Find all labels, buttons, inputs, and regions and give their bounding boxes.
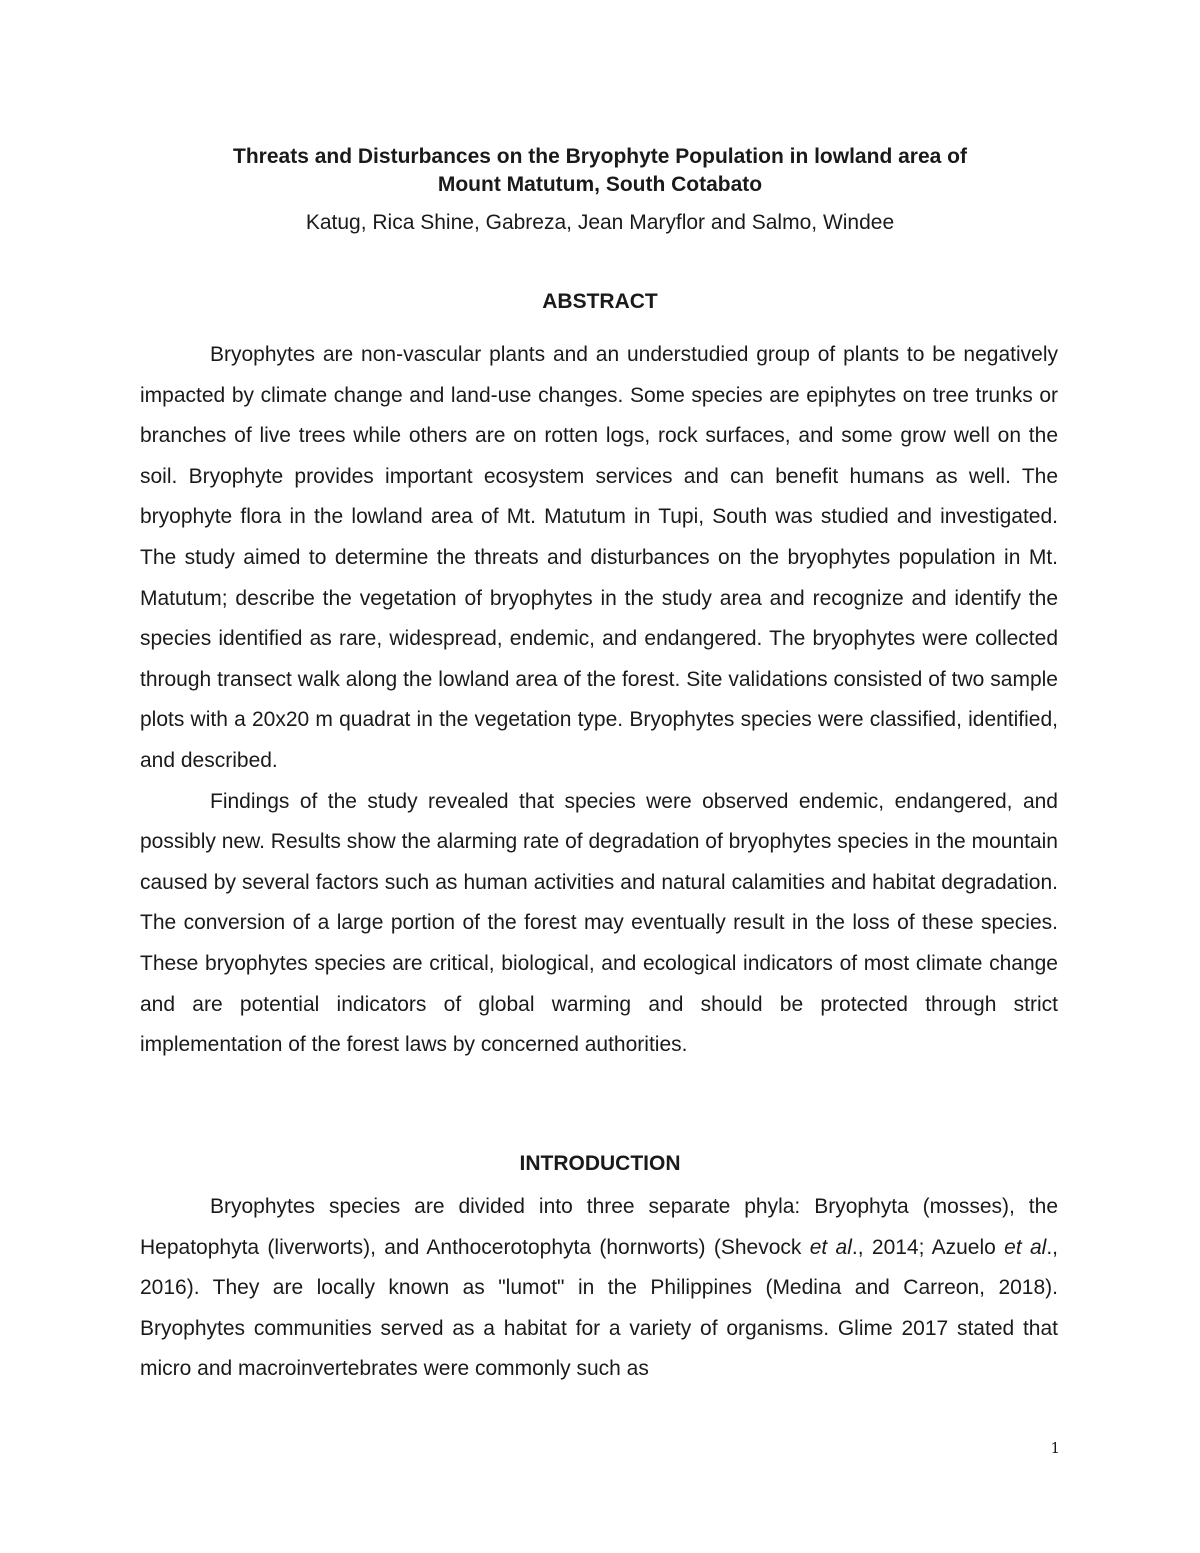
paper-title-line-1: Threats and Disturbances on the Bryophyte Population in lowland area of (233, 145, 967, 168)
abstract-paragraph-1: Bryophytes are non-vascular plants and an understudied group of plants to be negatively impacted by climate change and land-use changes. Some species are epiphytes on tree trunks or branches of live trees while others are on rotten logs, rock surfaces, and some grow well on the soil. Bryophyte provides important ecosystem services and can benefit humans as well. The bryophyte flora in the lowland area of Mt. Matutum in Tupi, South was studied and investigated. The study aimed to determine the threats and disturbances on the bryophytes population in Mt. Matutum; describe the vegetation of bryophytes in the study area and recognize and identify the species identified as rare, widespread, endemic, and endangered. The bryophytes were collected through transect walk along the lowland area of the forest. Site validations consisted of two sample plots with a 20x20 m quadrat in the vegetation type. Bryophytes species were classified, identified, and described. (140, 343, 1058, 772)
paper-title-line-2: Mount Matutum, South Cotabato (437, 173, 763, 196)
abstract-paragraph-2: Findings of the study revealed that species were observed endemic, endangered, and possibly new. Results show the alarming rate of degradation of bryophytes species in the mountain caused by several factors such as human activities and natural calamities and habitat degradation. The conversion of a large portion of the forest may eventually result in the loss of these species. These bryophytes species are critical, biological, and ecological indicators of most climate change and are potential indicators of global warming and should be protected through strict implementation of the forest laws by concerned authorities. (140, 789, 1058, 1057)
abstract-heading: ABSTRACT (542, 290, 658, 313)
paper-title (140, 143, 1060, 199)
page-number: 1 (1050, 1439, 1060, 1457)
abstract-body (140, 335, 1058, 1066)
introduction-text-1: Bryophytes species are divided into three separate phyla: Bryophyta (mosses), the Hepatophyta (liverworts), and Anthocerotophyta (hornworts) (Shevock (140, 1195, 1058, 1259)
citation-et-al-1: et al (809, 1235, 852, 1259)
introduction-body (140, 1187, 1058, 1390)
introduction-paragraph-1 (140, 1187, 1058, 1390)
citation-et-al-2: et al (1004, 1235, 1047, 1259)
introduction-text-3: ., 2016). They are locally known as "lumot" in the Philippines (Medina and Carreon, 2018). Bryophytes communities served as a habitat for a variety of organisms. Glime 2017 stated that micro and macroinvertebrates were commonly such as (140, 1235, 1058, 1381)
introduction-text-2: ., 2014; Azuelo (851, 1235, 1005, 1259)
introduction-heading: INTRODUCTION (519, 1152, 681, 1175)
author-list: Katug, Rica Shine, Gabreza, Jean Maryflor and Salmo, Windee (305, 211, 895, 234)
